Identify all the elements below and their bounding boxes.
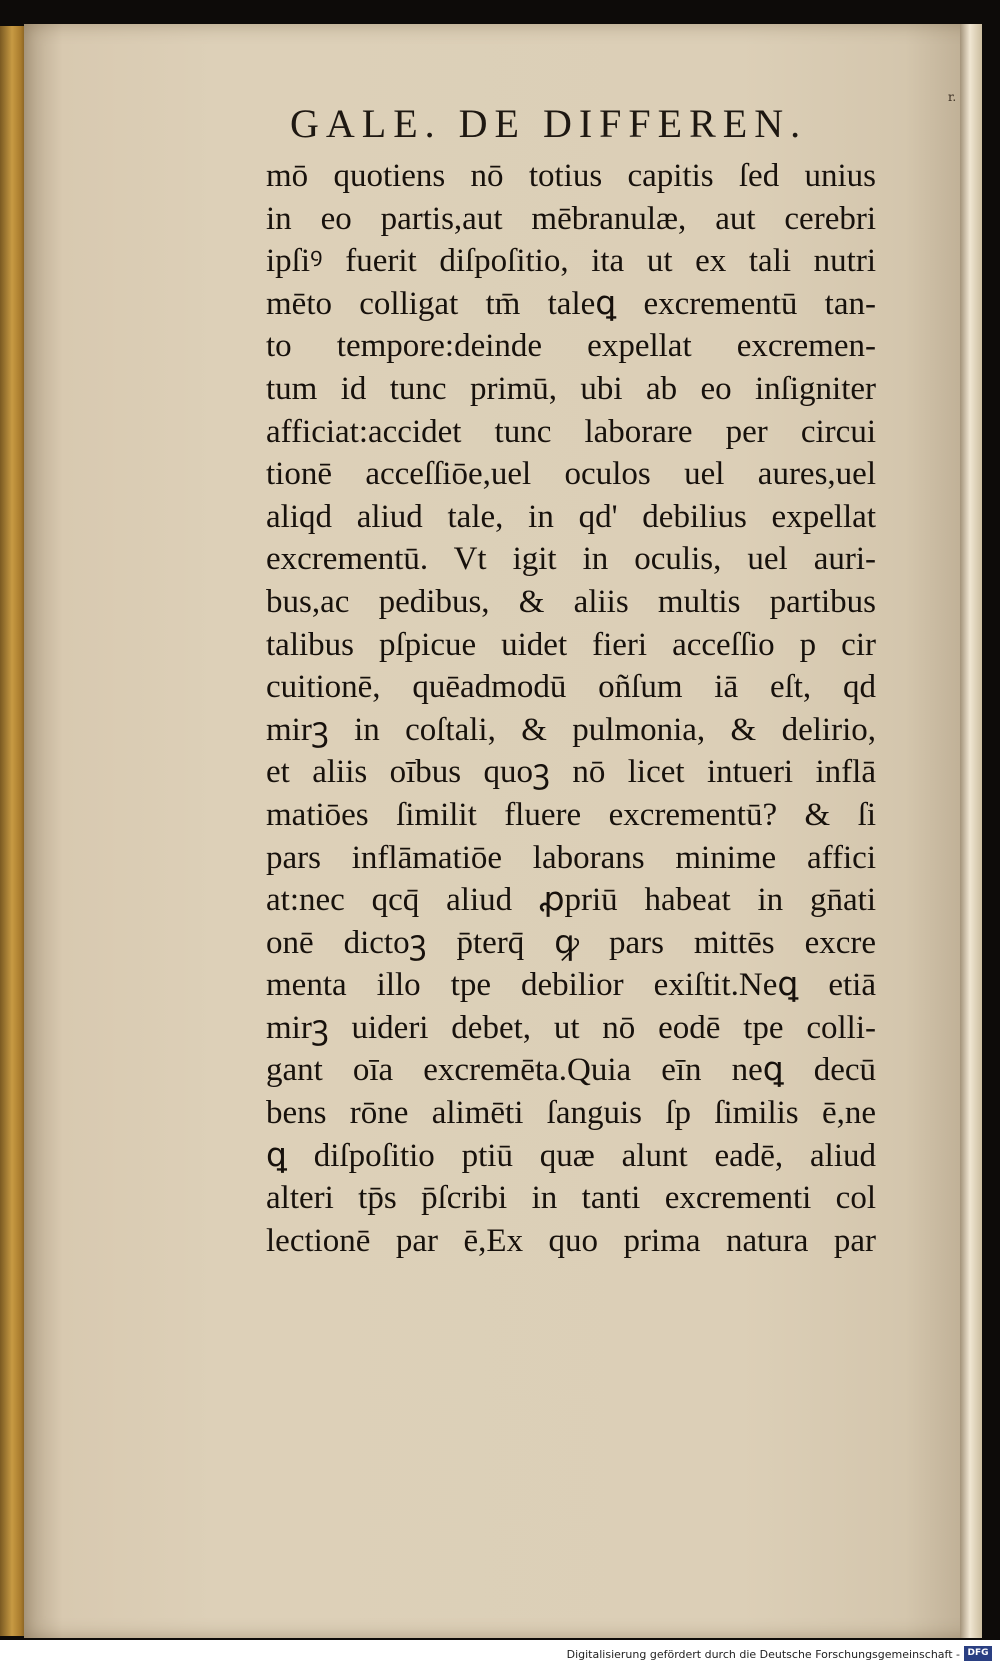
text-line: lectionē par ē,Ex quo prima natura par <box>266 1222 876 1259</box>
text-block <box>266 155 876 1262</box>
footer-bar <box>0 1640 1000 1669</box>
text-line: menta illo tpe debilior exiſtit.Neꝗ etiā <box>266 967 876 1004</box>
text-line: mō quotiens nō totius capitis ſed unius <box>266 158 876 194</box>
text-line: matiōes ſimilit fluere excrementū? & ſi <box>266 796 876 833</box>
corner-mark: r. <box>948 90 957 104</box>
running-head: GALE. DE DIFFEREN. <box>290 101 808 146</box>
text-line: ipſiꝰ fuerit diſpoſitio, ita ut ex tali nutri <box>266 243 876 280</box>
text-line: aliqd aliud tale, in qd' debilius expellat <box>266 498 876 535</box>
text-line: mirꝫ uideri debet, ut nō eodē tpe colli- <box>266 1009 876 1046</box>
text-line: bus,ac pedibus, & aliis multis partibus <box>266 583 876 620</box>
text-line: tionē acceſſiōe,uel oculos uel aures,uel <box>266 456 876 493</box>
text-line: onē dictoꝫ p̄terq̄ ꝙ pars mittēs excre <box>266 924 876 961</box>
text-line: mirꝫ in coſtali, & pulmonia, & delirio, <box>266 711 876 748</box>
text-line: excrementū. Vt igit in oculis, uel auri- <box>266 541 876 578</box>
text-line: talibus pſpicue uidet fieri acceſſio p cir <box>266 626 876 663</box>
text-line: ꝗ diſpoſitio ptiū quæ alunt eadē, aliud <box>266 1137 876 1174</box>
text-line: afficiat:accidet tunc laborare per circui <box>266 413 876 450</box>
text-line: bens rōne alimēti ſanguis ſp ſimilis ē,ne <box>266 1095 876 1132</box>
text-line: tum id tunc primū, ubi ab eo inſigniter <box>266 370 876 407</box>
text-line: gant oīa excremēta.Quia eīn neꝗ decū <box>266 1052 876 1089</box>
text-line: alteri tp̄s p̄ſcribi in tanti excrementi col <box>266 1180 876 1217</box>
text-line: et aliis oībus quoꝫ nō licet intueri inflā <box>266 754 876 791</box>
text-line: to tempore:deinde expellat excremen- <box>266 328 876 365</box>
text-line: in eo partis,aut mēbranulæ, aut cerebri <box>266 200 876 237</box>
footer-credit: Digitalisierung gefördert durch die Deutsche Forschungsgemeinschaft - <box>566 1648 960 1661</box>
text-line: mēto colligat tm̄ taleꝗ excrementū tan- <box>266 285 876 322</box>
page-edge-right <box>960 24 982 1638</box>
text-line: pars inflāmatiōe laborans minime affici <box>266 839 876 876</box>
text-line: at:nec qcq̄ aliud ꝓpriū habeat in gn̄ati <box>266 882 876 919</box>
text-line: cuitionē, quēadmodū oñſum iā eſt, qd <box>266 669 876 706</box>
dfg-logo: DFG <box>964 1646 992 1661</box>
